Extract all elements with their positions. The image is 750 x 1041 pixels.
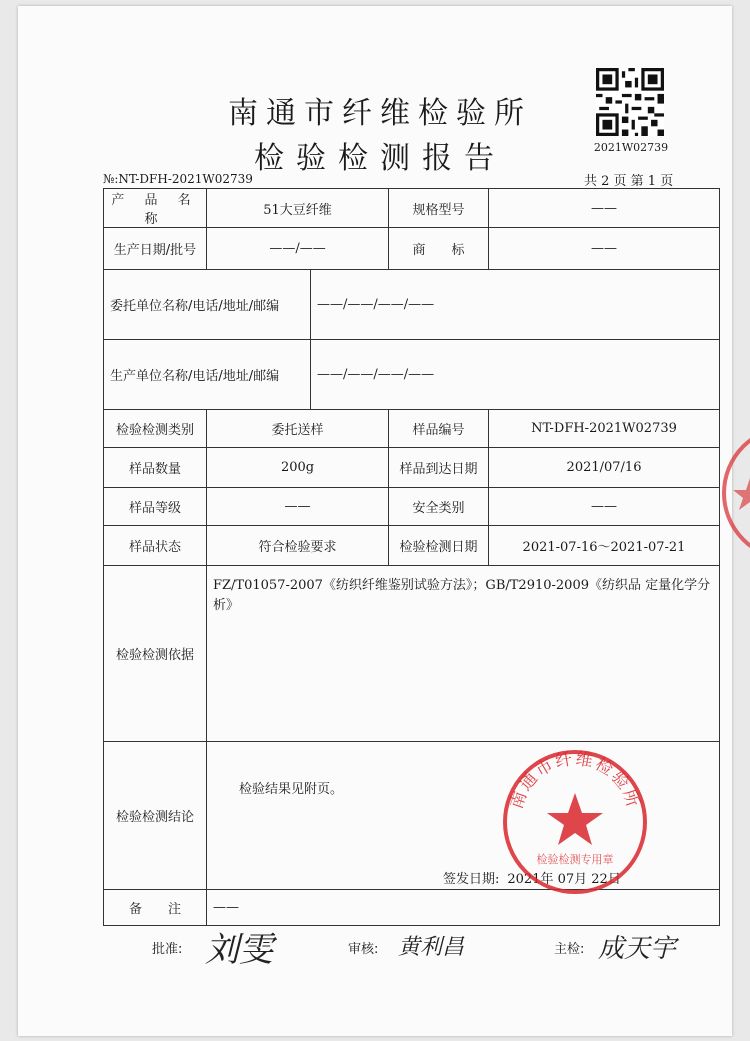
conclusion-label: 检验检测结论 [104,742,207,890]
quantity-label: 样品数量 [104,448,207,488]
official-stamp-icon [500,747,650,897]
table-row [104,340,720,410]
inspect-signature: 成天宇 [598,934,677,964]
arrival-date-value: 2021/07/16 [489,448,720,488]
basis-value: FZ/T01057-2007《纺织纤维鉴别试验方法》；GB/T2910-2009《纺织品 定量化学分析》 [207,566,720,742]
spec-label: 规格型号 [389,189,489,228]
spec-value: —— [489,189,720,228]
safety-value: —— [489,488,720,526]
inspect-label: 主检: [554,942,585,957]
category-value: 委托送样 [207,410,389,448]
sample-no-value: NT-DFH-2021W02739 [489,410,720,448]
table-row [104,526,720,566]
qr-code-icon [596,68,664,136]
test-date-value: 2021-07-16～2021-07-21 [489,526,720,566]
svg-text:检验检测专用章: 检验检测专用章 [536,853,614,866]
product-name-label: 产 品 名 称 [104,189,207,228]
approve-signature: 刘雯 [205,930,273,970]
review-signature: 黄利昌 [398,935,465,960]
report-title: 检验检测报告 [254,141,506,176]
issue-date-label: 签发日期: [443,872,500,887]
grade-label: 样品等级 [104,488,207,526]
svg-text:南通市纤维检验所: 南通市纤维检验所 [506,749,644,812]
remark-value: —— [207,890,720,926]
quantity-value: 200g [207,448,389,488]
conclusion-value: 检验结果见附页。 [239,782,344,797]
table-row [104,228,720,270]
arrival-date-label: 样品到达日期 [389,448,489,488]
grade-value: —— [207,488,389,526]
partial-seal-icon [712,418,750,568]
issue-date-value: 2021年 07月 22日 [507,872,621,887]
table-row [104,566,720,742]
trademark-label: 商 标 [389,228,489,270]
state-value: 符合检验要求 [207,526,389,566]
report-number: №:NT-DFH-2021W02739 [103,172,253,186]
product-name-value: 51大豆纤维 [207,189,389,228]
category-label: 检验检测类别 [104,410,207,448]
safety-label: 安全类别 [389,488,489,526]
sample-no-label: 样品编号 [389,410,489,448]
test-date-label: 检验检测日期 [389,526,489,566]
review-label: 审核: [348,942,379,957]
approve-label: 批准: [152,942,183,957]
trademark-value: —— [489,228,720,270]
producer-label: 生产单位名称/电话/地址/邮编 [104,340,311,410]
producer-value: ——/——/——/—— [311,340,720,410]
client-value: ——/——/——/—— [311,270,720,340]
table-row [104,410,720,448]
table-row [104,270,720,340]
remark-label: 备 注 [104,890,207,926]
table-row [104,189,720,228]
state-label: 样品状态 [104,526,207,566]
production-date-label: 生产日期/批号 [104,228,207,270]
table-row [104,488,720,526]
qr-code-number: 2021W02739 [593,141,669,154]
table-row [104,448,720,488]
basis-label: 检验检测依据 [104,566,207,742]
institute-title: 南通市纤维检验所 [228,96,532,131]
client-label: 委托单位名称/电话/地址/邮编 [104,270,311,340]
page-info: 共 2 页 第 1 页 [584,174,674,189]
production-date-value: ——/—— [207,228,389,270]
